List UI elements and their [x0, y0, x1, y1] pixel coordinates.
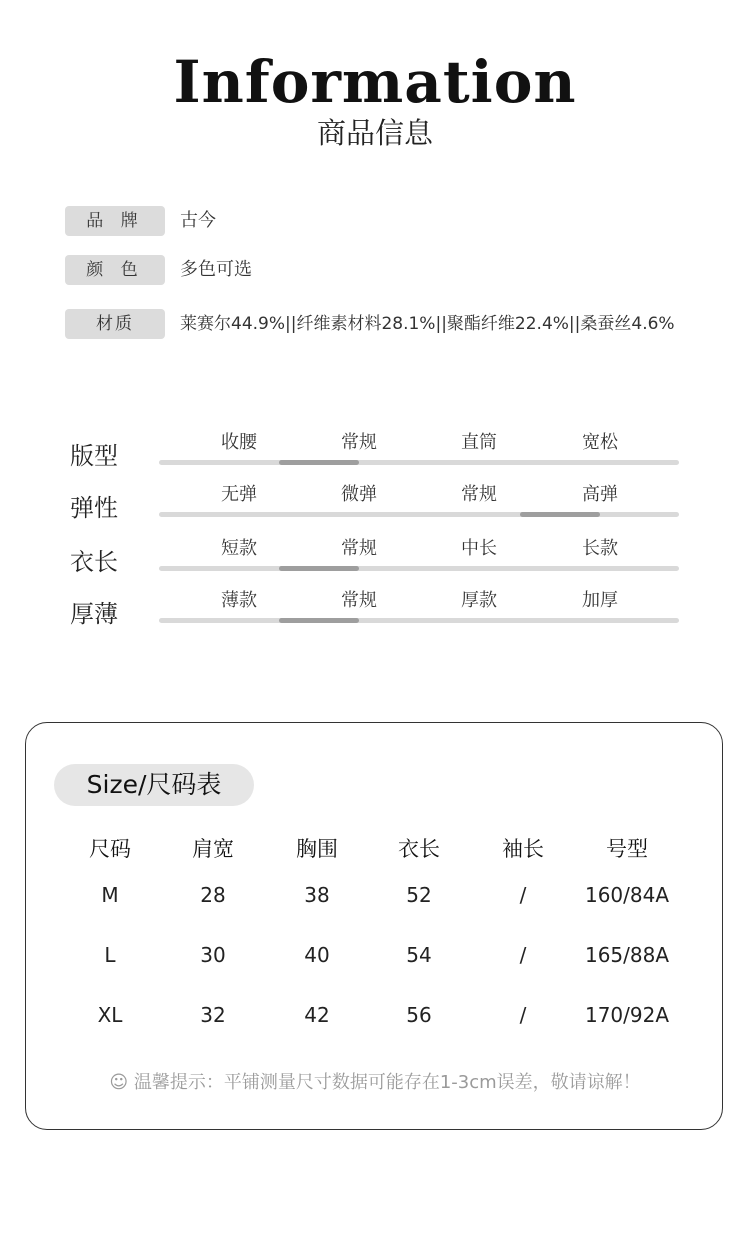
size-table-cell: 165/88A	[584, 943, 670, 967]
info-label-material: 材质	[65, 309, 165, 339]
size-header-cell: 尺码	[89, 837, 131, 861]
size-table-cell: /	[519, 883, 527, 907]
attribute-selected-indicator	[520, 512, 600, 517]
size-tip-text: 温馨提示：平铺测量尺寸数据可能存在1-3cm误差，敬请谅解！	[133, 1072, 641, 1093]
attribute-option: 常规	[341, 432, 377, 453]
attribute-row	[0, 588, 750, 640]
attribute-selected-indicator	[279, 566, 359, 571]
size-table-cell: L	[104, 943, 116, 967]
size-table-cell: 30	[200, 943, 226, 967]
attribute-option: 微弹	[341, 484, 377, 505]
attribute-selected-indicator	[279, 460, 359, 465]
attribute-selected-indicator	[279, 618, 359, 623]
attribute-option: 高弹	[582, 484, 618, 505]
attribute-option: 直筒	[461, 432, 497, 453]
size-table-cell: 28	[200, 883, 226, 907]
attribute-option: 宽松	[582, 432, 618, 453]
attribute-track	[159, 566, 679, 571]
size-title-pill: Size/尺码表	[54, 764, 254, 806]
attribute-name: 衣长	[70, 548, 118, 576]
size-table-cell: XL	[97, 1003, 123, 1027]
attribute-option: 短款	[221, 538, 257, 559]
size-table-cell: 52	[406, 883, 432, 907]
attribute-option: 常规	[341, 590, 377, 611]
attribute-option: 无弹	[221, 484, 257, 505]
attribute-option: 常规	[341, 538, 377, 559]
size-table-cell: 38	[304, 883, 330, 907]
attribute-track	[159, 512, 679, 517]
size-table-cell: /	[519, 943, 527, 967]
attribute-row	[0, 482, 750, 534]
size-header-cell: 肩宽	[192, 837, 234, 861]
size-header-cell: 衣长	[398, 837, 440, 861]
info-value-material: 莱赛尔44.9%||纤维素材料28.1%||聚酯纤维22.4%||桑蚕丝4.6%	[180, 314, 675, 334]
size-table-cell: /	[519, 1003, 527, 1027]
size-table-cell: 160/84A	[584, 883, 670, 907]
size-header-cell: 号型	[606, 837, 648, 861]
attribute-row	[0, 536, 750, 588]
size-table-cell: 56	[406, 1003, 432, 1027]
info-value-brand: 古今	[180, 210, 216, 231]
attribute-option: 长款	[582, 538, 618, 559]
size-table-cell: 42	[304, 1003, 330, 1027]
size-tip	[26, 1068, 724, 1094]
size-table-cell: 40	[304, 943, 330, 967]
attribute-option: 常规	[461, 484, 497, 505]
size-table-cell: 32	[200, 1003, 226, 1027]
size-table-cell: 170/92A	[584, 1003, 670, 1027]
title-chinese: 商品信息	[316, 116, 433, 150]
attribute-option: 中长	[461, 538, 497, 559]
size-header-cell: 袖长	[502, 837, 544, 861]
attribute-row	[0, 430, 750, 482]
attribute-name: 弹性	[70, 494, 118, 522]
attribute-track	[159, 618, 679, 623]
smiley-icon: ☺	[109, 1072, 129, 1093]
info-value-color: 多色可选	[180, 259, 252, 280]
attribute-track	[159, 460, 679, 465]
attribute-name: 厚薄	[70, 600, 118, 628]
size-table-cell: M	[101, 883, 119, 907]
attribute-option: 加厚	[582, 590, 618, 611]
title-english: Information	[173, 48, 577, 116]
attribute-option: 薄款	[221, 590, 257, 611]
attribute-name: 版型	[70, 442, 118, 470]
size-card	[25, 722, 723, 1130]
size-table-cell: 54	[406, 943, 432, 967]
attribute-option: 收腰	[221, 432, 257, 453]
attribute-option: 厚款	[461, 590, 497, 611]
info-label-brand: 品 牌	[65, 206, 165, 236]
size-header-cell: 胸围	[296, 837, 338, 861]
info-label-color: 颜 色	[65, 255, 165, 285]
